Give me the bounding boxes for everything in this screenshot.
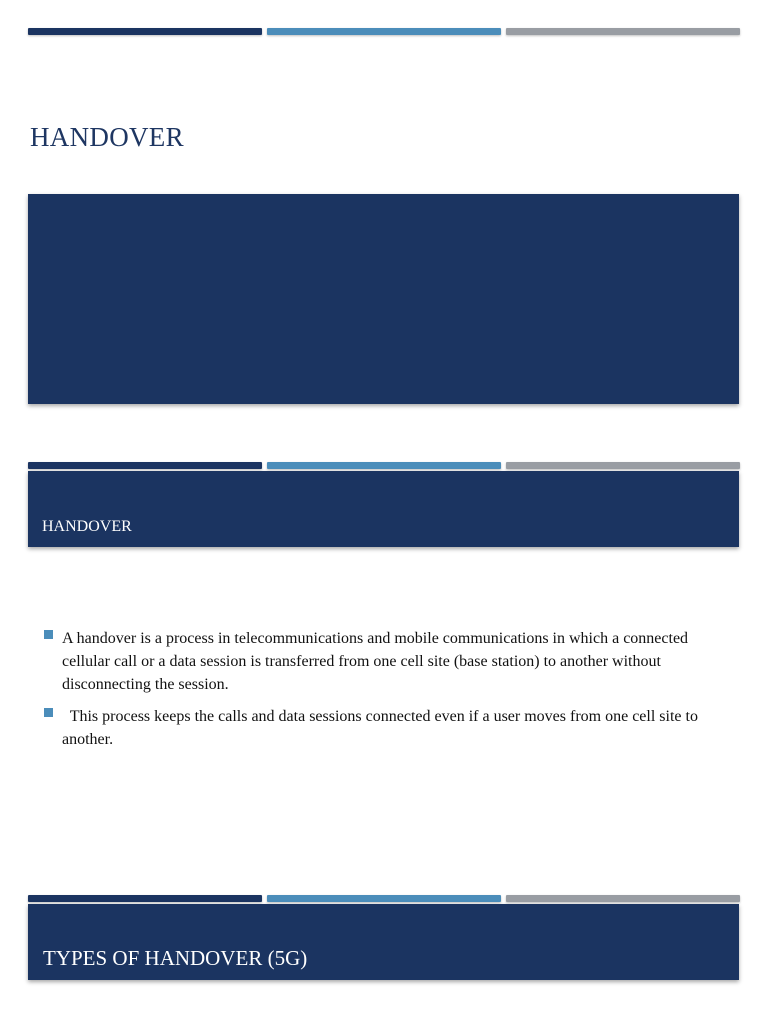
stripe-blue xyxy=(267,28,501,35)
stripe-gray xyxy=(506,28,740,35)
list-item xyxy=(44,627,724,696)
slide-3-title-bar xyxy=(28,904,739,980)
slide-3-title: TYPES OF HANDOVER (5G) xyxy=(43,946,308,970)
stripe-gray xyxy=(506,462,740,469)
stripe-blue xyxy=(267,462,501,469)
slide-1-content-box xyxy=(28,194,739,404)
square-bullet-icon xyxy=(44,630,53,639)
square-bullet-icon xyxy=(44,708,53,717)
slide-1-title: HANDOVER xyxy=(30,122,184,152)
stripe-gray xyxy=(506,895,740,902)
accent-stripes xyxy=(28,895,740,902)
slide-2-title: HANDOVER xyxy=(42,518,132,535)
stripe-navy xyxy=(28,28,262,35)
list-item xyxy=(44,705,724,751)
bullet-text: A handover is a process in telecommunications and mobile communications in which a connected cellular call or a data session is transferred from one cell site (base station) to another without disconnecting the session. xyxy=(62,630,689,693)
stripe-navy xyxy=(28,462,262,469)
slide-2-bullet-list xyxy=(44,627,724,760)
bullet-text: This process keeps the calls and data sessions connected even if a user moves from one cell site to another. xyxy=(62,708,698,748)
accent-stripes xyxy=(28,28,740,35)
slide-2-title-bar xyxy=(28,471,739,547)
stripe-navy xyxy=(28,895,262,902)
stripe-blue xyxy=(267,895,501,902)
accent-stripes xyxy=(28,462,740,469)
